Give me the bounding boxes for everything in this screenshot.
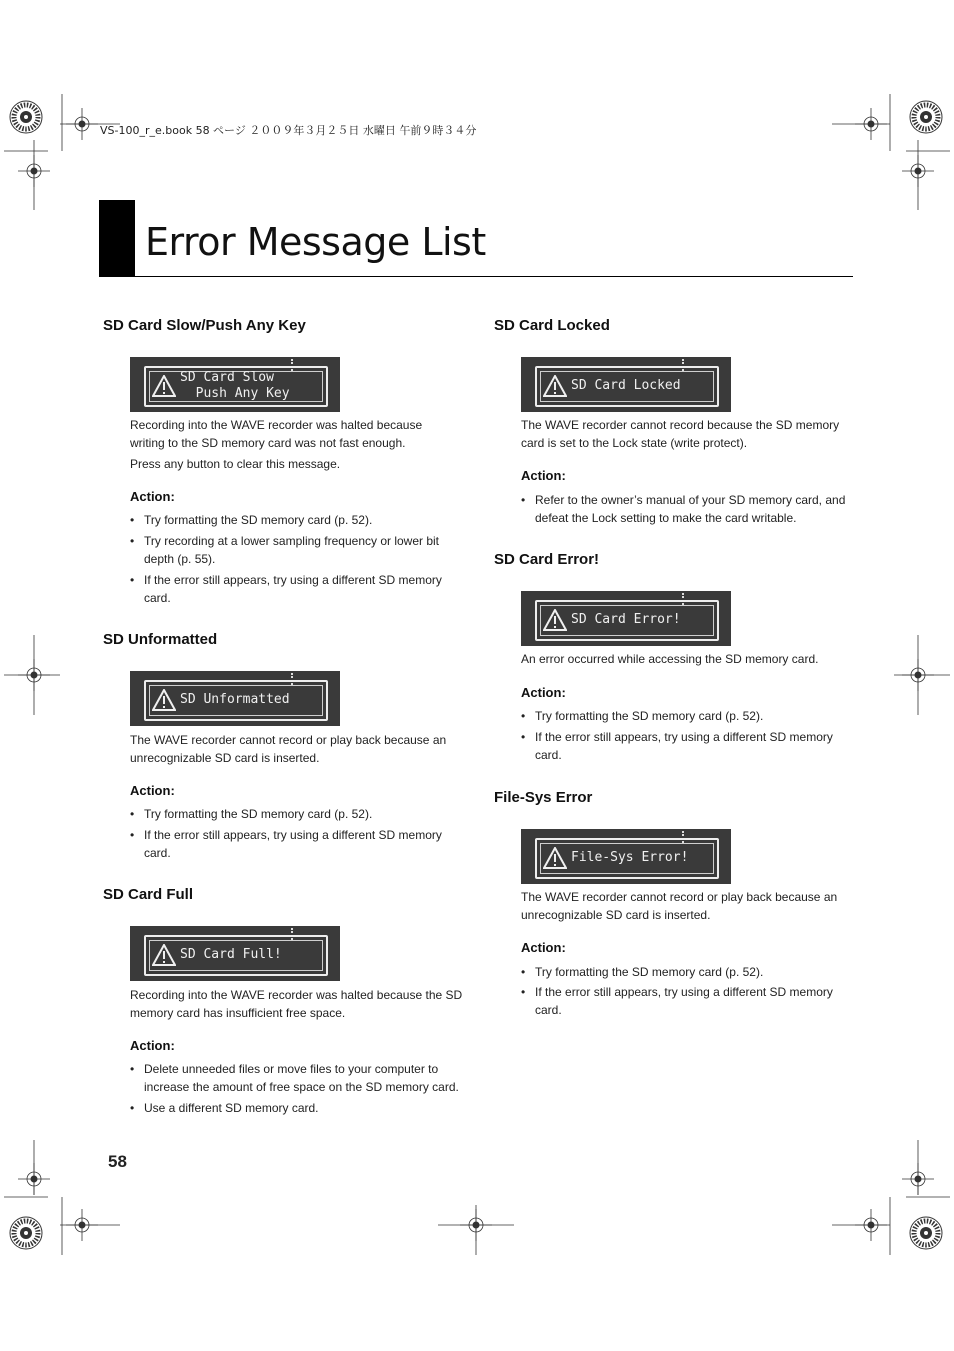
title-rule: [99, 276, 853, 277]
warning-icon: [152, 375, 176, 397]
list-item: • Try formatting the SD memory card (p. 52).: [521, 965, 764, 979]
header-file-info: VS-100_r_e.book 58 ページ ２００９年３月２５日 水曜日 午前９時３４分: [100, 124, 477, 137]
paragraph: An error occurred while accessing the SD memory card.: [521, 652, 819, 666]
list-item: • Try formatting the SD memory card (p. 52).: [521, 709, 764, 723]
lcd-text-line2: Push Any Key: [180, 386, 290, 401]
warning-icon: [152, 689, 176, 711]
lcd-text-line1: SD Card Slow: [180, 370, 274, 385]
list-item: • Try formatting the SD memory card (p. 52).: [130, 513, 373, 527]
lcd-display-file-sys-error: [521, 829, 731, 884]
lcd-text: File-Sys Error!: [571, 850, 689, 865]
lcd-text: SD Unformatted: [180, 692, 290, 707]
warning-icon: [152, 944, 176, 966]
action-heading: Action:: [130, 1038, 175, 1053]
warning-icon: [543, 847, 567, 869]
paragraph: The WAVE recorder cannot record or play back because an unrecognizable SD card is inserted.: [130, 733, 447, 765]
list-item: • Try recording at a lower sampling frequency or lower bit depth (p. 55).: [130, 534, 440, 566]
lcd-display-sd-card-full: [130, 926, 340, 981]
paragraph: The WAVE recorder cannot record because the SD memory card is set to the Lock state (write protect).: [521, 418, 840, 450]
list-item: • Try formatting the SD memory card (p. 52).: [130, 807, 373, 821]
page-number: 58: [108, 1152, 127, 1171]
section-title-sd-unformatted: SD Unformatted: [103, 631, 218, 648]
paragraph: Recording into the WAVE recorder was halted because writing to the SD memory card was not fast enough.: [130, 418, 423, 450]
title-bar-decoration: [99, 200, 135, 277]
action-heading: Action:: [130, 489, 175, 504]
lcd-display-sd-unformatted: [130, 671, 340, 726]
section-title-file-sys-error: File-Sys Error: [494, 789, 593, 806]
lcd-display-sd-card-error: [521, 591, 731, 646]
list-item: • If the error still appears, try using a different SD memory card.: [130, 573, 442, 605]
action-heading: Action:: [521, 940, 566, 955]
list-item: • Refer to the owner’s manual of your SD memory card, and defeat the Lock setting to make the card writable.: [521, 493, 846, 525]
list-item: • If the error still appears, try using a different SD memory card.: [130, 828, 442, 860]
lcd-display-sd-card-locked: [521, 357, 731, 412]
list-item: • Delete unneeded files or move files to your computer to increase the amount of free space on the SD memory card.: [130, 1062, 459, 1094]
section-title-sd-card-slow: SD Card Slow/Push Any Key: [103, 317, 306, 334]
action-heading: Action:: [521, 685, 566, 700]
lcd-text: SD Card Error!: [571, 612, 681, 627]
warning-icon: [543, 375, 567, 397]
lcd-display-sd-card-slow: [130, 357, 340, 412]
section-title-sd-card-error: SD Card Error!: [494, 551, 600, 568]
list-item: • Use a different SD memory card.: [130, 1101, 319, 1115]
section-title-sd-card-locked: SD Card Locked: [494, 317, 610, 334]
list-item: • If the error still appears, try using a different SD memory card.: [521, 985, 833, 1017]
action-heading: Action:: [130, 783, 175, 798]
paragraph: Press any button to clear this message.: [130, 457, 341, 471]
paragraph: The WAVE recorder cannot record or play back because an unrecognizable SD card is inserted.: [521, 890, 838, 922]
lcd-text: SD Card Full!: [180, 947, 282, 962]
page-title: Error Message List: [145, 220, 486, 264]
paragraph: Recording into the WAVE recorder was halted because the SD memory card has insufficient free space.: [130, 988, 463, 1020]
lcd-text: SD Card Locked: [571, 378, 681, 393]
warning-icon: [543, 609, 567, 631]
list-item: • If the error still appears, try using a different SD memory card.: [521, 730, 833, 762]
section-title-sd-card-full: SD Card Full: [103, 886, 194, 903]
action-heading: Action:: [521, 468, 566, 483]
